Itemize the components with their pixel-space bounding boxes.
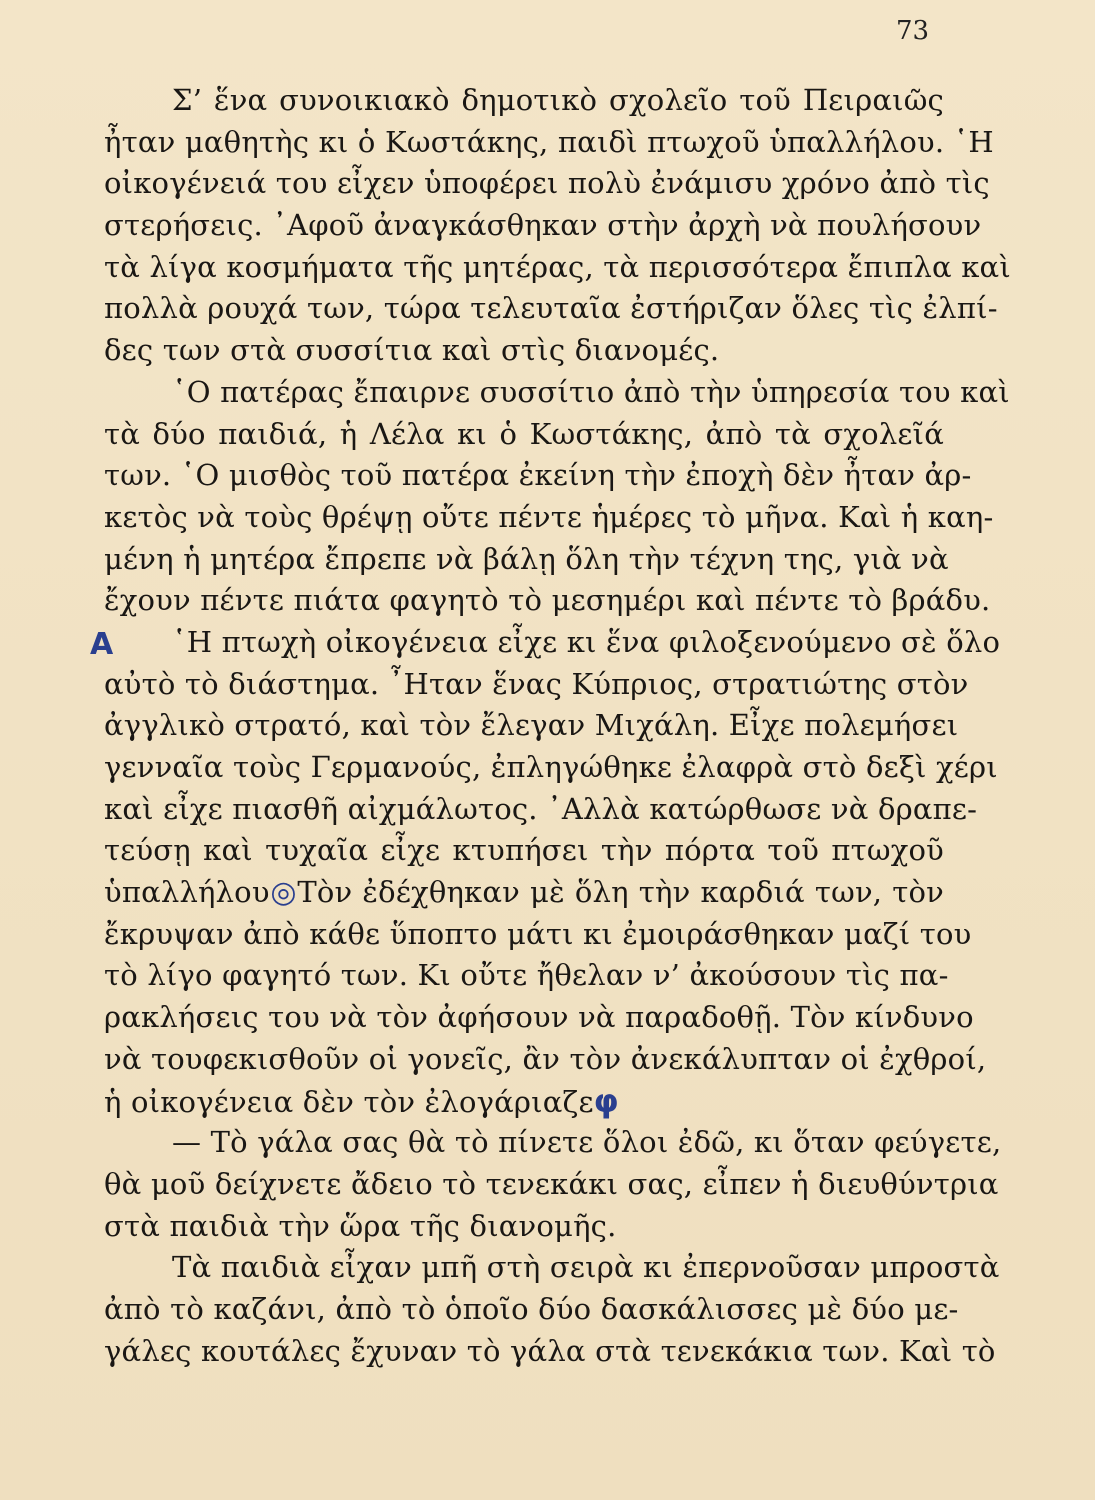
text-line-content: Τὸν ἐδέχθηκαν μὲ ὅλη τὴν καρδιά των, τὸν	[297, 875, 944, 910]
text-line: αὐτὸ τὸ διάστημα. ῏Ηταν ἕνας Κύπριος, στρατιώτης στὸν	[104, 666, 969, 701]
text-line: τὰ λίγα κοσμήματα τῆς μητέρας, τὰ περισσότερα ἔπιπλα καὶ	[104, 249, 1011, 284]
text-line-with-mark	[104, 1081, 944, 1123]
paragraph-mark-annotation: A	[90, 626, 114, 662]
text-line: ἦταν μαθητὴς κι ὁ Κωστάκης, παιδὶ πτωχοῦ ὑπαλλήλου. ῾Η	[104, 124, 994, 159]
text-line: ρακλήσεις του νὰ τὸν ἀφήσουν νὰ παραδοθῇ. Τὸν κίνδυνο	[104, 1000, 974, 1035]
text-line: οἰκογένειά του εἶχεν ὑποφέρει πολὺ ἐνάμισυ χρόνο ἀπὸ τὶς	[104, 166, 990, 201]
text-line: — Τὸ γάλα σας θὰ τὸ πίνετε ὅλοι ἐδῶ, κι ὅταν φεύγετε,	[172, 1125, 1002, 1160]
body-text	[90, 80, 1011, 1372]
text-line: κετὸς νὰ τοὺς θρέψῃ οὔτε πέντε ἡμέρες τὸ μῆνα. Καὶ ἡ καη-	[104, 499, 994, 534]
text-line-with-mark	[104, 872, 944, 914]
text-line: νὰ τουφεκισθοῦν οἱ γονεῖς, ἂν τὸν ἀνεκάλυπταν οἱ ἐχθροί,	[104, 1041, 987, 1076]
end-mark-annotation: φ	[593, 1081, 619, 1120]
text-line: Σ’ ἕνα συνοικιακὸ δημοτικὸ σχολεῖο τοῦ Πειραιῶς	[172, 83, 944, 117]
text-line: τεύσῃ καὶ τυχαῖα εἶχε κτυπήσει τὴν πόρτα τοῦ πτωχοῦ	[104, 833, 944, 868]
text-line: γενναῖα τοὺς Γερμανούς, ἐπληγώθηκε ἐλαφρὰ στὸ δεξὶ χέρι	[104, 750, 998, 784]
circle-mark-annotation: ◎	[269, 875, 298, 911]
text-line: καὶ εἶχε πιασθῆ αἰχμάλωτος. ᾿Αλλὰ κατώρθωσε νὰ δραπε-	[104, 791, 978, 826]
text-line: δες των στὰ συσσίτια καὶ στὶς διανομές.	[104, 333, 720, 368]
text-line-with-mark	[90, 622, 1001, 664]
text-line: των. ῾Ο μισθὸς τοῦ πατέρα ἐκείνη τὴν ἐποχὴ δὲν ἦταν ἀρ-	[104, 458, 972, 493]
text-line: γάλες κουτάλες ἔχυναν τὸ γάλα στὰ τενεκάκια των. Καὶ τὸ	[104, 1333, 996, 1368]
text-line: ῾Ο πατέρας ἔπαιρνε συσσίτιο ἀπὸ τὴν ὑπηρεσία του καὶ	[172, 374, 1010, 409]
text-line: πολλὰ ρουχά των, τώρα τελευταῖα ἐστήριζαν ὅλες τὶς ἐλπί-	[104, 291, 998, 326]
text-line: τὸ λίγο φαγητό των. Κι οὔτε ἤθελαν ν’ ἀκούσουν τὶς πα-	[104, 958, 949, 993]
text-line: θὰ μοῦ δείχνετε ἄδειο τὸ τενεκάκι σας, εἶπεν ἡ διευθύντρια	[104, 1166, 999, 1201]
text-line: στερήσεις. ᾿Αφοῦ ἀναγκάσθηκαν στὴν ἀρχὴ νὰ πουλήσουν	[104, 208, 982, 243]
page-number: 73	[896, 16, 930, 46]
text-line-content: ὑπαλλήλου	[104, 875, 270, 910]
text-line: ἀγγλικὸ στρατό, καὶ τὸν ἔλεγαν Μιχάλη. Εἶχε πολεμήσει	[104, 708, 959, 743]
text-line: ἔκρυψαν ἀπὸ κάθε ὕποπτο μάτι κι ἐμοιράσθηκαν μαζί του	[104, 916, 972, 951]
text-line: μένη ἡ μητέρα ἔπρεπε νὰ βάλῃ ὅλη τὴν τέχνη της, γιὰ νὰ	[104, 541, 949, 576]
text-line: ἔχουν πέντε πιάτα φαγητὸ τὸ μεσημέρι καὶ πέντε τὸ βράδυ.	[104, 583, 991, 618]
text-line-content: ἡ οἰκογένεια δὲν τὸν ἐλογάριαζε	[104, 1084, 594, 1119]
text-line: Τὰ παιδιὰ εἶχαν μπῆ στὴ σειρὰ κι ἐπερνοῦσαν μπροστὰ	[172, 1250, 1000, 1285]
text-line: τὰ δύο παιδιά, ἡ Λέλα κι ὁ Κωστάκης, ἀπὸ τὰ σχολεῖά	[104, 416, 944, 451]
text-line-content: ῾Η πτωχὴ οἰκογένεια εἶχε κι ἕνα φιλοξενούμενο σὲ ὅλο	[172, 624, 1001, 659]
text-line: ἀπὸ τὸ καζάνι, ἀπὸ τὸ ὁποῖο δύο δασκάλισσες μὲ δύο με-	[104, 1291, 959, 1326]
text-line: στὰ παιδιὰ τὴν ὥρα τῆς διανομῆς.	[104, 1208, 617, 1243]
